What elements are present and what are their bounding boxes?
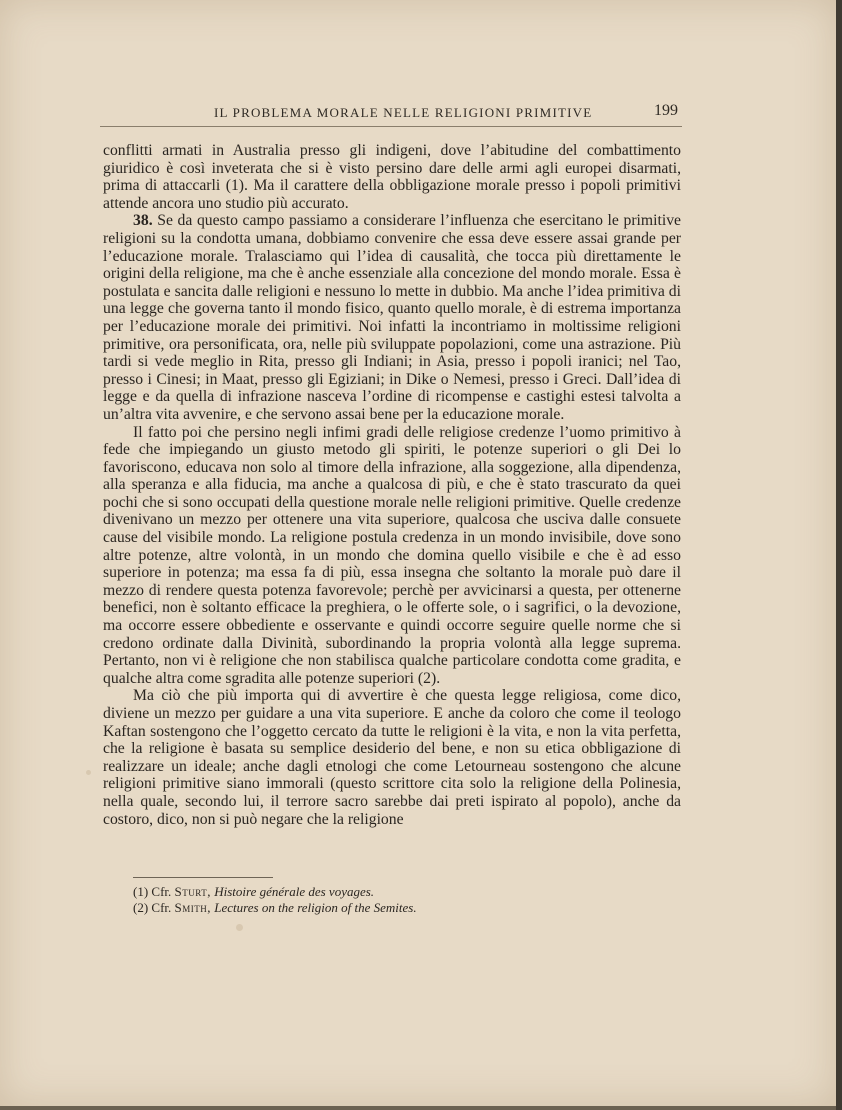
footnote: [133, 900, 633, 916]
header-rule: [100, 126, 682, 127]
page-number: 199: [654, 102, 678, 119]
footnote-author: Smith,: [174, 900, 212, 915]
footnote: [133, 884, 633, 900]
footnote-author: Sturt,: [174, 884, 211, 899]
paper-stain: [236, 924, 243, 931]
paragraph: [103, 212, 681, 423]
footnote-cfr: Cfr.: [151, 900, 172, 915]
footnote-rule: [133, 877, 273, 878]
footnote-title: Lectures on the religion of the Semites.: [214, 900, 417, 915]
paragraph: Il fatto poi che persino negli infimi gradi delle religiose credenze l’uomo primitivo à fede che impiegando un giusto metodo gli spiriti, le potenze superiori o gli Dei lo favoriscono, educava non solo al timore della infrazione, alla soggezione, alla dipendenza, alla speranza e alla fiducia, ma anche a qualcosa di più, e che è stato trascurato da quei pochi che si sono occupati della questione morale nelle religioni primitive. Quelle credenze divenivano un mezzo per ottenere una vita superiore, qualcosa che usciva dalle consuete cause del visibile mondo. La religione postula credenza in un mondo invisibile, dove sono altre potenze, altre volontà, in un mondo che domina quello visibile e che è ad esso superiore in potenza; ma essa fa di più, essa insegna che soltanto la morale può dare il mezzo di rendere questa potenza favorevole; perchè per avvicinarsi a questa, per ottenerne benefici, non è soltanto efficace la preghiera, o le offerte sole, o i sagrifici, o la devozione, ma occorre essere obbediente e osservante e quindi occorre seguire quelle norme che si credono ordinate dalla Divinità, subordinando la propria volontà alla legge suprema. Pertanto, non vi è religione che non stabilisca qualche particolare condotta come gradita, e qualche altra come sgradita alle potenze superiori (2).: [103, 423, 681, 687]
footnote-marker: (2): [133, 900, 149, 915]
page-edge: [836, 0, 842, 1110]
paragraph: conflitti armati in Australia presso gli indigeni, dove l’abitudine del combattimento giuridico è così inveterata che si è visto persino dare delle armi agli europei disarmati, prima di attaccarli (1). Ma il carattere della obbligazione morale presso i popoli primitivi attende ancora uno studio più accurato.: [103, 142, 681, 212]
footnote-marker: (1): [133, 884, 149, 899]
footnotes: [133, 884, 633, 916]
footnote-title: Histoire générale des voyages.: [214, 884, 375, 899]
running-title: IL PROBLEMA MORALE NELLE RELIGIONI PRIMITIVE: [214, 105, 593, 120]
paper-stain: [86, 770, 91, 775]
section-number: 38.: [133, 212, 153, 230]
paragraph: Ma ciò che più importa qui di avvertire è che questa legge religiosa, come dico, diviene un mezzo per guidare a una vita superiore. E anche da coloro che come il teologo Kaftan sostengono che l’oggetto cercato da tutte le religioni è la vita, e non la vita perfetta, che la religione è basata su semplice desiderio del bene, e non su etica obbligazione di realizzare un ideale; anche dagli etnologi che come Letourneau sostengono che alcune religioni primitive siano immorali (questo scrittore cita solo la religione della Polinesia, nella quale, secondo lui, il terrore sacro sarebbe dai preti ispirato al popolo), anche da costoro, dico, non si può negare che la religione: [103, 687, 681, 828]
footnote-cfr: Cfr.: [151, 884, 172, 899]
running-head: [104, 103, 680, 125]
body-text: [103, 142, 681, 828]
paragraph-text: Se da questo campo passiamo a considerare l’influenza che esercitano le primitive religioni su la condotta umana, dobbiamo convenire che essa deve essere assai grande per l’educazione morale. Tralasciamo qui l’idea di causalità, che tocca più direttamente le origini della religione, ma che è anche essenziale alla concezione del mondo morale. Essa è postulata e sancita dalle religioni e nessuno lo mette in dubbio. Ma anche l’idea primitiva di una legge che governa tanto il mondo fisico, quanto quello morale, è di estrema importanza per l’educazione morale dei primitivi. Noi infatti la incontriamo in moltissime religioni primitive, ora personificata, ora, nelle più sviluppate popolazioni, come una astrazione. Più tardi si vede meglio in Rita, presso gli Indiani; in Asia, presso i popoli iranici; nel Tao, presso i Cinesi; in Maat, presso gli Egiziani; in Dike o Nemesi, presso i Greci. Dall’idea di legge e da quella di infrazione nasceva l’ordine di ricompense e castighi estesi talvolta a un’altra vita avvenire, e che servono assai bene per la educazione morale.: [103, 212, 682, 423]
